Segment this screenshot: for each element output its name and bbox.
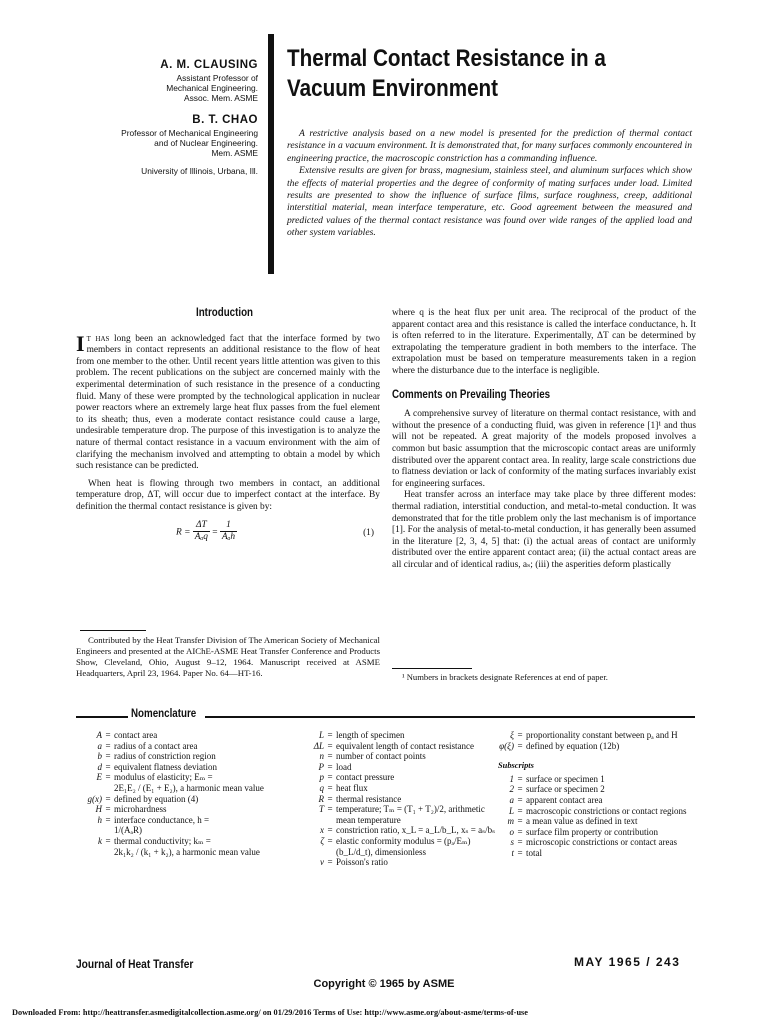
eq-denominator: Aₐq <box>194 532 208 543</box>
lead-in: t has <box>86 333 110 344</box>
nomenclature-entry <box>298 857 498 868</box>
nomenclature-symbol: n <box>319 751 324 762</box>
nomenclature-entry <box>76 794 304 805</box>
nomenclature-symbol: a <box>509 794 514 805</box>
nomenclature-entry <box>298 804 498 825</box>
nomenclature-symbol: ν <box>320 857 324 868</box>
nomenclature-entry <box>488 795 698 806</box>
nomenclature-entry <box>488 784 698 795</box>
nomenclature-heading: Nomenclature <box>131 708 197 720</box>
author-title: Assistant Professor of <box>176 73 258 83</box>
nomenclature-symbol: a <box>97 740 102 751</box>
nomenclature-column-2 <box>298 730 498 868</box>
nomenclature-entry <box>298 730 498 741</box>
author-title: Assoc. Mem. ASME <box>184 93 258 103</box>
nomenclature-entry <box>298 741 498 752</box>
nomenclature-definition: 1/(AₐR) <box>114 825 142 836</box>
nomenclature-symbol: g(x) <box>87 793 102 804</box>
nomenclature-entry <box>488 774 698 785</box>
section-heading: Introduction <box>196 307 254 319</box>
equation-number: (1) <box>363 527 374 538</box>
nomenclature-definition: modulus of elasticity; Eₘ = <box>114 772 213 783</box>
paragraph: When heat is flowing through two members in contact, an additional temperature drop, ΔT, will occur due to imperfect contact at the interface. By definition the thermal contact resistance is given by: <box>76 478 380 512</box>
author-name: A. M. CLAUSING <box>160 59 258 71</box>
nomenclature-symbol: x <box>320 825 324 836</box>
nomenclature-entry <box>76 847 304 858</box>
nomenclature-definition: elastic conformity modulus = (pₐ/Eₘ)(b_L/d_t), dimensionless <box>336 835 471 857</box>
author-title: Mechanical Engineering. <box>166 83 258 93</box>
author-title: and of Nuclear Engineering. <box>154 138 258 148</box>
nomenclature-entry <box>488 730 698 741</box>
paragraph: A comprehensive survey of literature on thermal contact resistance, with and without the presence of a conducting fluid, was given in reference [1]¹ and thus will not be repeated. A great majority of the models proposed involves a common but basic assumption that the microscopic contact areas are uniformly distributed over the apparent contact area. In reality, large scale constrictions due to flatness deviation or lack of conformity of the mating surfaces invariably exist for engineering surfaces. <box>392 409 696 489</box>
nomenclature-entry <box>76 762 304 773</box>
nomenclature-symbol: p <box>319 772 324 783</box>
nomenclature-equals <box>102 847 114 858</box>
paragraph: where q is the heat flux per unit area. The reciprocal of the product of the apparent contact area and this resistance is called the interface conductance, h. It is often referred to in the literature. Experimentally, ΔT can be determined by extrapolating the temperature gradient in both members to the interface. The extrapolation must be based on temperature measurements taken in a region where the disturbance due to the interface is negligible. <box>392 308 696 376</box>
nomenclature-symbol: ζ <box>320 835 324 846</box>
nomenclature-equals: = <box>517 740 523 751</box>
nomenclature-equals: = <box>517 816 523 827</box>
drop-cap: I <box>76 330 85 356</box>
nomenclature-equals: = <box>327 761 333 772</box>
nomenclature-entry <box>298 794 498 805</box>
abstract-paragraph: A restrictive analysis based on a new model is presented for the prediction of thermal contact resistance in a vacuum environment. It is demonstrated that, for many surfaces commonly encountered in engineering practice, the macroscopic constriction has a commanding influence. <box>287 128 692 164</box>
nomenclature-entry <box>76 815 304 826</box>
nomenclature-equals: = <box>327 825 333 836</box>
paper-title <box>287 44 648 104</box>
nomenclature-symbol: φ(ξ) <box>499 740 514 751</box>
nomenclature-entry <box>298 783 498 794</box>
nomenclature-definition: radius of constriction region <box>114 751 216 762</box>
title-bar-divider <box>268 34 274 274</box>
nomenclature-definition: macroscopic constrictions or contact regions <box>526 805 687 816</box>
nomenclature-equals: = <box>105 772 111 783</box>
footnote: ¹ Numbers in brackets designate References at end of paper. <box>402 672 608 682</box>
nomenclature-entry <box>76 804 304 815</box>
subscripts-heading: Subscripts <box>498 761 534 771</box>
nomenclature-entry <box>488 806 698 817</box>
nomenclature-entry <box>488 816 698 827</box>
title-line: Thermal Contact Resistance in a <box>287 45 606 72</box>
nomenclature-entry <box>488 837 698 848</box>
nomenclature-equals: = <box>517 794 523 805</box>
nomenclature-equals: = <box>327 730 333 740</box>
nomenclature-equals: = <box>517 837 523 848</box>
nomenclature-definition: thermal resistance <box>336 793 402 804</box>
nomenclature-definition: proportionality constant between pₐ and H <box>526 730 678 740</box>
nomenclature-definition: temperature; Tₘ = (T₁ + T₂)/2, arithmetic mean temperature <box>336 804 485 825</box>
abstract-paragraph: Extensive results are given for brass, magnesium, stainless steel, and aluminum surfaces which show the effects of material properties and the degree of conformity of mating surfaces under load. Limited results are presented to show the influence of surface films, surface roughness, creep, additional interstitial material, mean interface temperature, etc. Good agreement between the measured and predicted values of the thermal contact resistance was found over wide ranges of the applied load and other system variables. <box>287 165 692 239</box>
nomenclature-definition: equivalent length of contact resistance <box>336 740 474 751</box>
nomenclature-definition: load <box>336 761 352 772</box>
nomenclature-entry <box>298 836 498 857</box>
nomenclature-equals: = <box>105 814 111 825</box>
nomenclature-symbol: o <box>509 826 514 837</box>
nomenclature-equals: = <box>517 773 523 784</box>
nomenclature-symbol: A <box>96 730 102 740</box>
eq-lhs: R = <box>176 526 191 537</box>
nomenclature-equals: = <box>327 751 333 762</box>
nomenclature-symbol: s <box>510 837 514 848</box>
nomenclature-equals: = <box>517 847 523 858</box>
nomenclature-symbol: T <box>318 804 324 815</box>
nomenclature-symbol: t <box>511 847 514 858</box>
nomenclature-symbol <box>76 783 102 794</box>
nomenclature-equals: = <box>327 793 333 804</box>
nomenclature-definition: microscopic constrictions or contact areas <box>526 837 677 848</box>
title-line: Vacuum Environment <box>287 75 499 102</box>
nomenclature-entry <box>76 783 304 794</box>
nomenclature-entry <box>76 751 304 762</box>
nomenclature-symbol: 2 <box>509 784 514 795</box>
right-column <box>392 308 696 571</box>
nomenclature-definition: contact pressure <box>336 772 395 783</box>
nomenclature-definition: thermal conductivity; kₘ = <box>114 835 211 846</box>
nomenclature-symbol: P <box>318 761 324 772</box>
nomenclature-equals <box>102 783 114 794</box>
nomenclature-entry <box>298 772 498 783</box>
eq-fraction <box>220 520 237 544</box>
left-column <box>76 307 380 562</box>
nomenclature-equals: = <box>327 772 333 783</box>
nomenclature-definition: surface or specimen 2 <box>526 784 605 795</box>
nomenclature-symbol: m <box>507 816 514 827</box>
copyright: Copyright © 1965 by ASME <box>313 978 455 990</box>
nomenclature-entry <box>488 827 698 838</box>
nomenclature-definition: contact area <box>114 730 158 740</box>
nomenclature-definition: microhardness <box>114 804 167 815</box>
nomenclature-definition: total <box>526 847 542 858</box>
nomenclature-definition: number of contact points <box>336 751 426 762</box>
nomenclature-entry <box>298 825 498 836</box>
nomenclature-equals: = <box>327 835 333 846</box>
nomenclature-symbol: d <box>97 761 102 772</box>
nomenclature-equals: = <box>105 804 111 815</box>
nomenclature-list <box>488 730 698 751</box>
nomenclature-definition: surface film property or contribution <box>526 826 658 837</box>
nomenclature-entry <box>76 836 304 847</box>
nomenclature-symbol: L <box>508 805 514 816</box>
nomenclature-equals: = <box>517 730 523 740</box>
nomenclature-equals: = <box>327 782 333 793</box>
nomenclature-column-1 <box>76 730 304 857</box>
nomenclature-symbol: b <box>97 751 102 762</box>
nomenclature-entry <box>76 741 304 752</box>
nomenclature-definition: interface conductance, h = <box>114 814 210 825</box>
author-title: Professor of Mechanical Engineering <box>121 128 258 138</box>
journal-name: Journal of Heat Transfer <box>76 957 194 971</box>
nomenclature-entry <box>76 825 304 836</box>
nomenclature-definition: length of specimen <box>336 730 405 740</box>
nomenclature-definition: 2E₁E₂ / (E₁ + E₂), a harmonic mean value <box>114 782 264 793</box>
footnote-rule <box>392 668 472 669</box>
abstract <box>287 128 692 240</box>
nomenclature-equals <box>102 825 114 836</box>
eq-denominator: Aₐh <box>221 532 236 543</box>
subscripts-list <box>488 774 698 859</box>
nomenclature-symbol: 1 <box>509 773 514 784</box>
eq-numerator: 1 <box>220 520 237 533</box>
nomenclature-definition: surface or specimen 1 <box>526 773 605 784</box>
nomenclature-entry <box>488 848 698 859</box>
nomenclature-symbol: H <box>95 804 102 815</box>
nomenclature-definition: defined by equation (4) <box>114 793 199 804</box>
nomenclature-column-3 <box>488 730 698 859</box>
nomenclature-symbol: q <box>319 782 324 793</box>
footnote-rule <box>80 630 146 631</box>
nomenclature-equals: = <box>105 835 111 846</box>
nomenclature-equals: = <box>105 730 111 740</box>
nomenclature-entry <box>298 762 498 773</box>
nomenclature-definition: radius of a contact area <box>114 740 198 751</box>
nomenclature-definition: equivalent flatness deviation <box>114 761 217 772</box>
nomenclature-definition: a mean value as defined in text <box>526 816 638 827</box>
nomenclature-symbol: E <box>96 772 102 783</box>
nomenclature-symbol: ΔL <box>313 740 324 751</box>
nomenclature-definition: Poisson's ratio <box>336 857 388 868</box>
nomenclature-entry <box>488 741 698 752</box>
nomenclature-symbol: k <box>98 835 102 846</box>
affiliation: University of Illinois, Urbana, Ill. <box>141 166 258 176</box>
eq-fraction <box>193 520 210 544</box>
paragraph <box>76 330 380 473</box>
paragraph: Heat transfer across an interface may take place by three different modes: thermal radiation, interstitial conduction, and metal-to-metal conduction. It was demonstrated that for the title problem only the last mechanism is of importance [1]. For the analysis of metal-to-metal conduction, it has generally been assumed in the literature [2, 3, 4, 5] that: (i) the actual areas of contact are uniformly distributed over the entire apparent contact area; (ii) the actual contact areas are all circular and of identical radius, aₛ; (iii) the asperities deform plastically <box>392 490 696 570</box>
nomenclature-equals: = <box>517 805 523 816</box>
nomenclature-equals: = <box>327 740 333 751</box>
nomenclature-equals: = <box>105 793 111 804</box>
nomenclature-definition: heat flux <box>336 782 368 793</box>
nomenclature-definition: 2k₁k₂ / (k₁ + k₂), a harmonic mean value <box>114 846 260 857</box>
eq-numerator: ΔT <box>193 520 210 533</box>
nomenclature-symbol: L <box>318 730 324 740</box>
download-notice: Downloaded From: http://heattransfer.asmedigitalcollection.asme.org/ on 01/29/2016 Terms of Use: http://www.asme.org/about-asme/terms-of-use <box>12 1008 528 1017</box>
page-number: MAY 1965 / 243 <box>574 955 681 969</box>
eq-equals: = <box>212 526 218 537</box>
nomenclature-equals: = <box>105 761 111 772</box>
nomenclature-entry <box>76 772 304 783</box>
author-title: Mem. ASME <box>211 148 258 158</box>
nomenclature-entry <box>76 730 304 741</box>
nomenclature-symbol: ξ <box>510 730 514 740</box>
nomenclature-equals: = <box>517 784 523 795</box>
nomenclature-equals: = <box>327 857 333 868</box>
nomenclature-rule-left <box>76 716 128 718</box>
nomenclature-definition: defined by equation (12b) <box>526 740 620 751</box>
nomenclature-symbol <box>76 825 102 836</box>
author-block <box>78 60 258 176</box>
nomenclature-definition: apparent contact area <box>526 794 603 805</box>
nomenclature-equals: = <box>517 826 523 837</box>
paragraph-text: long been an acknowledged fact that the interface formed by two members in contact represents an additional resistance to the flow of heat from one member to the other. Until recent years little attention was given to this problem. The recent publications on the subject are concerned mainly with the experimental determination of such resistance in the presence of a conducting fluid. Many of these were prompted by the technological application in nuclear power reactors where an extremely large heat flux passes from the fuel element to its sheath; thus, even a moderate contact resistance could cause a large, undesirable temperature drop. The purpose of this investigation is to analyze the nature of thermal contact resistance in a vacuum environment with the aim of clarifying the mechanism involved and attempting to obtain a model by which such resistance can be predicted. <box>76 333 380 472</box>
author-name: B. T. CHAO <box>192 114 258 126</box>
nomenclature-entry <box>298 751 498 762</box>
contribution-note <box>76 635 380 679</box>
nomenclature-equals: = <box>105 751 111 762</box>
nomenclature-symbol: h <box>97 814 102 825</box>
nomenclature-symbol: R <box>318 793 324 804</box>
section-heading: Comments on Prevailing Theories <box>392 388 551 401</box>
equation-1 <box>76 520 380 554</box>
contribution-text: Contributed by the Heat Transfer Division of The American Society of Mechanical Engineers and presented at the AIChE-ASME Heat Transfer Conference and Products Show, Cleveland, Ohio, August 9–12, 1964. Manuscript received at ASME Headquarters, April 23, 1964. Paper No. 64—HT-16. <box>76 635 380 678</box>
nomenclature-symbol <box>76 847 102 858</box>
nomenclature-definition: constriction ratio, x_L = a_L/b_L, xₛ = aₛ/bₛ <box>336 825 496 836</box>
nomenclature-equals: = <box>105 740 111 751</box>
nomenclature-equals: = <box>327 804 333 815</box>
nomenclature-rule-right <box>205 716 695 718</box>
